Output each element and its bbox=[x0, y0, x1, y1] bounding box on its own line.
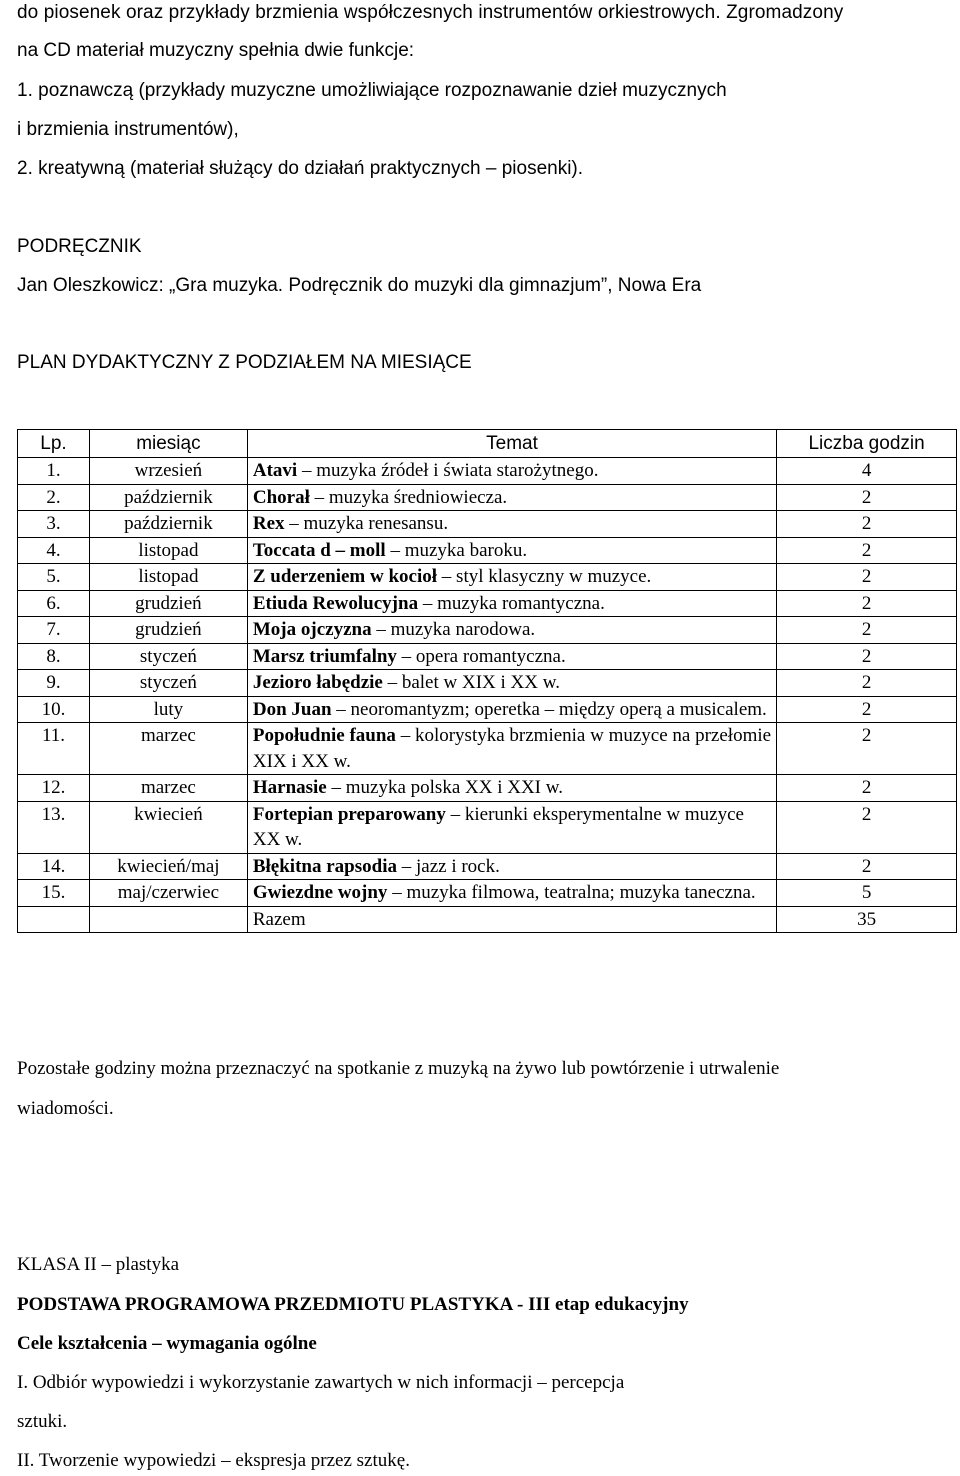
row-topic bbox=[247, 775, 776, 802]
row-month: styczeń bbox=[89, 643, 247, 670]
row-lp: 10. bbox=[18, 696, 90, 723]
row-month: luty bbox=[89, 696, 247, 723]
row-lp: 7. bbox=[18, 617, 90, 644]
table-row bbox=[18, 643, 957, 670]
row-hours: 5 bbox=[777, 880, 957, 907]
total-row bbox=[18, 906, 957, 933]
row-topic-title: Gwiezdne wojny bbox=[252, 882, 388, 903]
intro-line-5: 2. kreatywną (materiał służący do działań praktycznych – piosenki). bbox=[17, 158, 584, 179]
row-lp: 4. bbox=[18, 537, 90, 564]
table-row bbox=[18, 880, 957, 907]
row-topic-title: Chorał bbox=[252, 486, 310, 508]
table-row bbox=[18, 801, 957, 853]
note-line-1: Pozostałe godziny można przeznaczyć na spotkanie z muzyką na żywo lub powtórzenie i utrwalenie bbox=[17, 1058, 780, 1079]
row-lp: 5. bbox=[18, 564, 90, 591]
total-month-cell bbox=[89, 906, 247, 933]
row-topic-desc: – muzyka źródeł i świata starożytnego. bbox=[297, 460, 599, 481]
row-topic-title: Harnasie bbox=[252, 777, 327, 798]
row-hours: 2 bbox=[777, 696, 957, 723]
row-topic-desc: – balet w XIX i XX w. bbox=[382, 672, 560, 693]
row-lp: 2. bbox=[18, 484, 90, 511]
row-topic-desc: – opera romantyczna. bbox=[396, 645, 566, 667]
row-hours: 2 bbox=[777, 670, 957, 697]
total-hours: 35 bbox=[777, 906, 957, 933]
row-topic bbox=[247, 880, 776, 907]
intro-line-4: i brzmienia instrumentów), bbox=[17, 119, 239, 140]
row-hours: 2 bbox=[777, 537, 957, 564]
row-hours: 2 bbox=[777, 775, 957, 802]
col-header-month: miesiąc bbox=[89, 430, 247, 458]
row-topic bbox=[247, 458, 776, 485]
col-header-lp: Lp. bbox=[18, 430, 90, 458]
row-month: kwiecień bbox=[89, 801, 247, 853]
table-row bbox=[18, 458, 957, 485]
row-topic bbox=[247, 801, 776, 853]
art-goal-1-line-2: sztuki. bbox=[17, 1411, 68, 1432]
row-topic-title: Don Juan bbox=[252, 698, 332, 720]
row-month: październik bbox=[89, 484, 247, 511]
row-month: wrzesień bbox=[89, 458, 247, 485]
plan-table-header bbox=[18, 430, 957, 458]
row-topic-title: Moja ojczyzna bbox=[252, 619, 372, 640]
textbook-heading: PODRĘCZNIK bbox=[17, 236, 142, 257]
row-topic bbox=[247, 537, 776, 564]
art-goals-heading: Cele kształcenia – wymagania ogólne bbox=[17, 1333, 317, 1354]
row-month: styczeń bbox=[89, 670, 247, 697]
row-month: marzec bbox=[89, 775, 247, 802]
row-topic-title: Atavi bbox=[252, 460, 298, 481]
art-base-heading: PODSTAWA PROGRAMOWA PRZEDMIOTU PLASTYKA - III etap edukacyjny bbox=[17, 1294, 689, 1315]
row-topic-desc: – kierunki eksperymentalne w muzyce XX w. bbox=[252, 803, 744, 850]
row-lp: 11. bbox=[18, 723, 90, 775]
note-line-2: wiadomości. bbox=[17, 1098, 114, 1119]
row-month: maj/czerwiec bbox=[89, 880, 247, 907]
row-hours: 2 bbox=[777, 564, 957, 591]
row-topic bbox=[247, 484, 776, 511]
row-lp: 1. bbox=[18, 458, 90, 485]
row-hours: 2 bbox=[777, 511, 957, 538]
row-topic-title: Etiuda Rewolucyjna bbox=[252, 592, 419, 614]
row-topic-title: Błękitna rapsodia bbox=[252, 855, 397, 877]
row-lp: 9. bbox=[18, 670, 90, 697]
table-row bbox=[18, 484, 957, 511]
row-topic bbox=[247, 643, 776, 670]
row-topic-desc: – muzyka baroku. bbox=[385, 539, 528, 561]
row-topic bbox=[247, 617, 776, 644]
art-goal-1-line-1: I. Odbiór wypowiedzi i wykorzystanie zawartych w nich informacji – percepcja bbox=[17, 1372, 625, 1393]
row-month: grudzień bbox=[89, 617, 247, 644]
row-hours: 2 bbox=[777, 723, 957, 775]
row-topic-title: Popołudnie fauna bbox=[252, 725, 396, 746]
plan-table bbox=[17, 429, 957, 933]
row-month: listopad bbox=[89, 537, 247, 564]
row-month: kwiecień/maj bbox=[89, 853, 247, 880]
row-topic-desc: – kolorystyka brzmienia w muzyce na przełomie XIX i XX w. bbox=[252, 725, 772, 772]
row-topic-desc: – muzyka filmowa, teatralna; muzyka taneczna. bbox=[387, 882, 756, 903]
row-topic-desc: – muzyka średniowiecza. bbox=[309, 486, 508, 508]
row-topic bbox=[247, 670, 776, 697]
row-topic-title: Marsz triumfalny bbox=[252, 645, 397, 667]
row-topic-title: Jezioro łabędzie bbox=[252, 672, 383, 693]
row-topic-title: Fortepian preparowany bbox=[252, 803, 446, 825]
row-topic bbox=[247, 723, 776, 775]
row-topic bbox=[247, 564, 776, 591]
row-hours: 2 bbox=[777, 643, 957, 670]
row-topic bbox=[247, 511, 776, 538]
row-topic-title: Z uderzeniem w kocioł bbox=[252, 566, 438, 587]
row-topic-title: Toccata d – moll bbox=[252, 539, 386, 561]
table-row bbox=[18, 723, 957, 775]
total-lp-cell bbox=[18, 906, 90, 933]
row-hours: 2 bbox=[777, 853, 957, 880]
table-row bbox=[18, 564, 957, 591]
row-topic-desc: – muzyka narodowa. bbox=[371, 619, 536, 640]
row-hours: 2 bbox=[777, 590, 957, 617]
row-lp: 6. bbox=[18, 590, 90, 617]
row-topic-desc: – muzyka renesansu. bbox=[284, 513, 449, 534]
table-row bbox=[18, 590, 957, 617]
row-month: grudzień bbox=[89, 590, 247, 617]
row-lp: 3. bbox=[18, 511, 90, 538]
intro-line-2: na CD materiał muzyczny spełnia dwie funkcje: bbox=[17, 40, 415, 61]
table-row bbox=[18, 511, 957, 538]
row-lp: 13. bbox=[18, 801, 90, 853]
table-row bbox=[18, 537, 957, 564]
intro-line-1: do piosenek oraz przykłady brzmienia współczesnych instrumentów orkiestrowych. Zgromadzony bbox=[17, 2, 844, 23]
row-topic-desc: – muzyka romantyczna. bbox=[418, 592, 605, 614]
col-header-topic: Temat bbox=[247, 430, 776, 458]
row-topic-desc: – jazz i rock. bbox=[396, 855, 500, 877]
row-hours: 4 bbox=[777, 458, 957, 485]
row-topic-desc: – styl klasyczny w muzyce. bbox=[437, 566, 652, 587]
col-header-hours: Liczba godzin bbox=[777, 430, 957, 458]
row-topic bbox=[247, 696, 776, 723]
table-row bbox=[18, 775, 957, 802]
row-lp: 14. bbox=[18, 853, 90, 880]
row-topic bbox=[247, 853, 776, 880]
table-row bbox=[18, 617, 957, 644]
row-month: marzec bbox=[89, 723, 247, 775]
row-lp: 12. bbox=[18, 775, 90, 802]
row-hours: 2 bbox=[777, 484, 957, 511]
art-goal-2: II. Tworzenie wypowiedzi – ekspresja przez sztukę. bbox=[17, 1450, 410, 1471]
total-label: Razem bbox=[247, 906, 776, 933]
row-hours: 2 bbox=[777, 617, 957, 644]
row-topic-desc: – muzyka polska XX i XXI w. bbox=[326, 777, 563, 798]
intro-line-3: 1. poznawczą (przykłady muzyczne umożliwiające rozpoznawanie dzieł muzycznych bbox=[17, 80, 727, 101]
table-row bbox=[18, 670, 957, 697]
row-lp: 15. bbox=[18, 880, 90, 907]
row-month: listopad bbox=[89, 564, 247, 591]
row-month: październik bbox=[89, 511, 247, 538]
art-class-label: KLASA II – plastyka bbox=[17, 1254, 180, 1275]
row-topic bbox=[247, 590, 776, 617]
row-hours: 2 bbox=[777, 801, 957, 853]
table-row bbox=[18, 696, 957, 723]
row-topic-desc: – neoromantyzm; operetka – między operą a musicalem. bbox=[331, 698, 767, 720]
textbook-citation: Jan Oleszkowicz: „Gra muzyka. Podręcznik do muzyki dla gimnazjum”, Nowa Era bbox=[17, 275, 702, 296]
row-lp: 8. bbox=[18, 643, 90, 670]
plan-heading: PLAN DYDAKTYCZNY Z PODZIAŁEM NA MIESIĄCE bbox=[17, 352, 472, 373]
table-row bbox=[18, 853, 957, 880]
row-topic-title: Rex bbox=[252, 513, 285, 534]
